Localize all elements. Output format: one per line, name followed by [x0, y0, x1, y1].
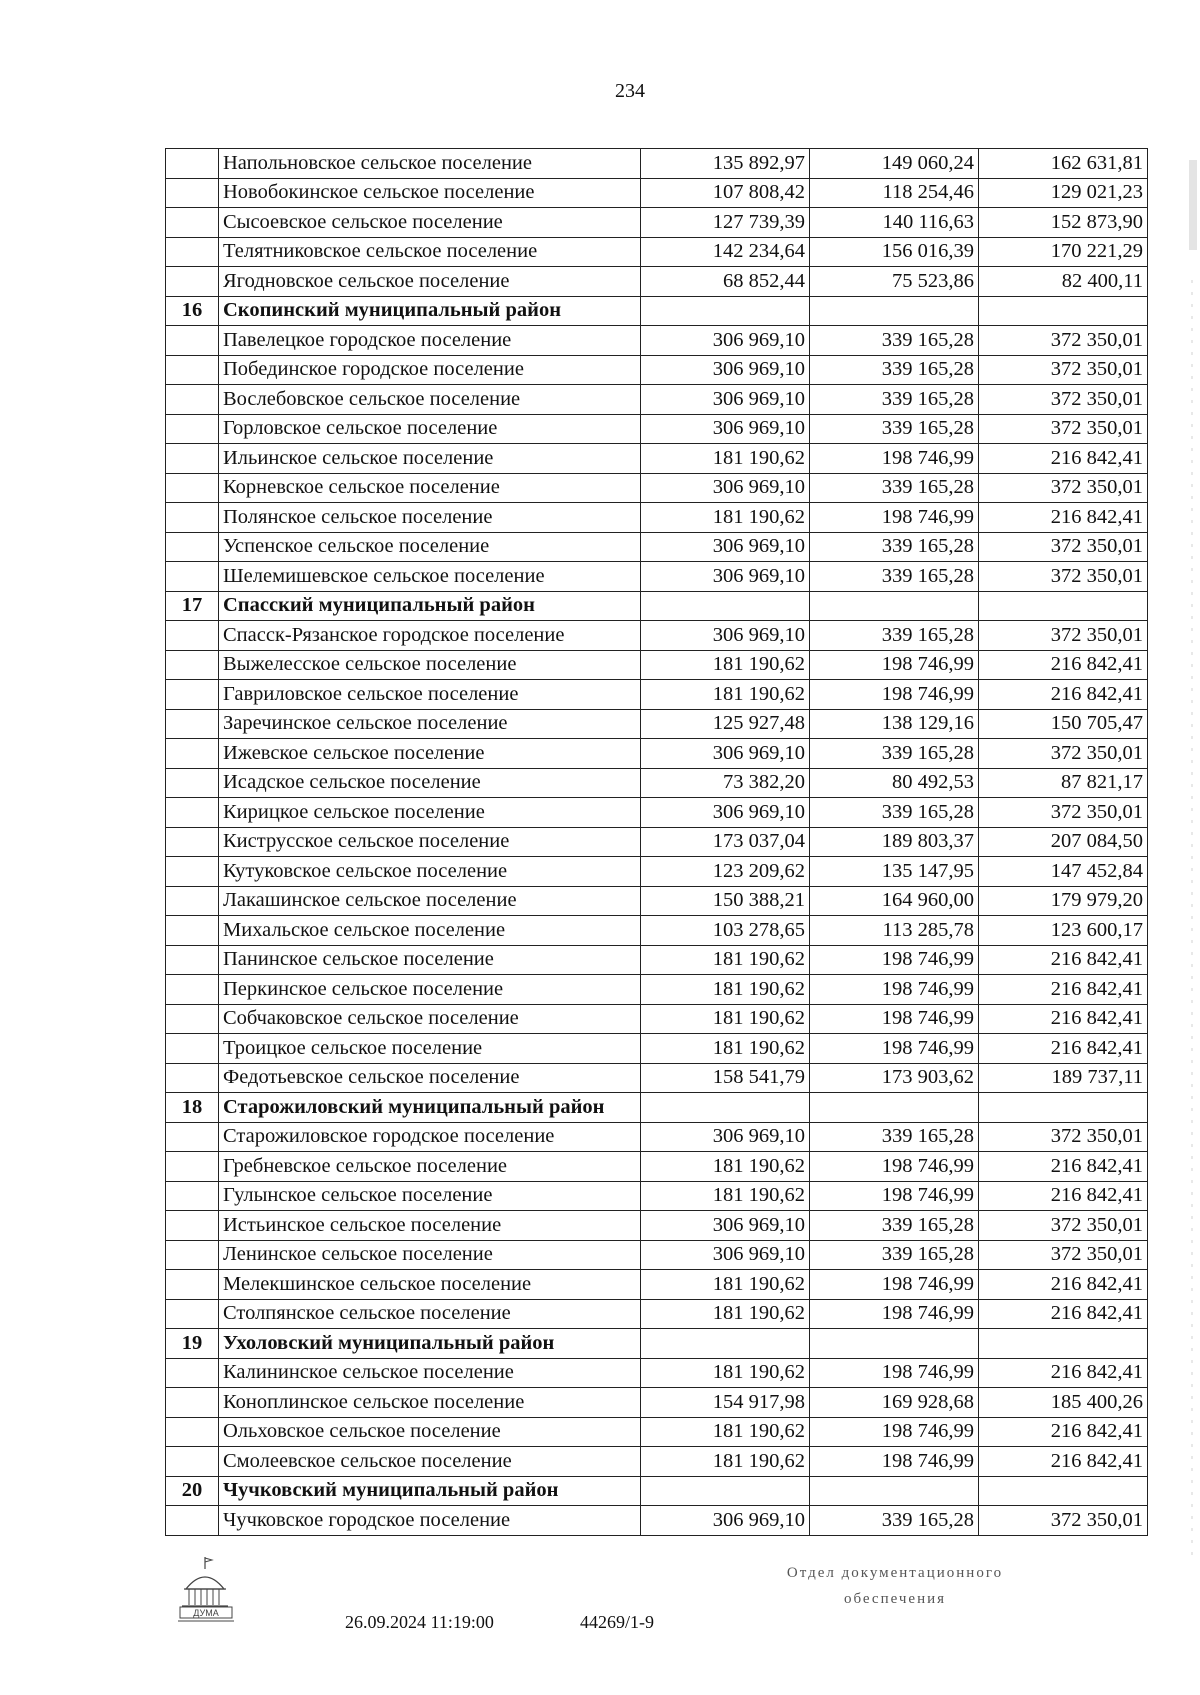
value-col-3: 216 842,41 — [979, 975, 1148, 1005]
table-row — [166, 267, 1148, 297]
settlement-name: Кутуковское сельское поселение — [219, 857, 641, 887]
table-row — [166, 1034, 1148, 1064]
row-number — [166, 1506, 219, 1536]
value-col-3: 216 842,41 — [979, 503, 1148, 533]
value-col-3: 372 350,01 — [979, 385, 1148, 415]
value-col-2: 339 165,28 — [810, 414, 979, 444]
settlement-name: Ильинское сельское поселение — [219, 444, 641, 474]
settlement-name: Михальское сельское поселение — [219, 916, 641, 946]
settlement-name: Старожиловский муниципальный район — [219, 1093, 641, 1123]
value-col-2: 339 165,28 — [810, 326, 979, 356]
value-col-2: 198 746,99 — [810, 975, 979, 1005]
value-col-1: 127 739,39 — [641, 208, 810, 238]
value-col-3 — [979, 1476, 1148, 1506]
row-number — [166, 739, 219, 769]
value-col-2: 198 746,99 — [810, 1034, 979, 1064]
page-number: 234 — [615, 80, 645, 102]
table-row — [166, 149, 1148, 179]
value-col-3: 82 400,11 — [979, 267, 1148, 297]
value-col-2: 118 254,46 — [810, 178, 979, 208]
value-col-3: 372 350,01 — [979, 621, 1148, 651]
table-row — [166, 473, 1148, 503]
settlement-name: Гавриловское сельское поселение — [219, 680, 641, 710]
settlement-name: Кирицкое сельское поселение — [219, 798, 641, 828]
value-col-3: 372 350,01 — [979, 1506, 1148, 1536]
value-col-3: 372 350,01 — [979, 1122, 1148, 1152]
value-col-1: 154 917,98 — [641, 1388, 810, 1418]
table-row — [166, 1240, 1148, 1270]
value-col-2: 80 492,53 — [810, 768, 979, 798]
value-col-2: 339 165,28 — [810, 562, 979, 592]
value-col-3: 216 842,41 — [979, 444, 1148, 474]
table-row — [166, 1152, 1148, 1182]
settlement-name: Перкинское сельское поселение — [219, 975, 641, 1005]
settlement-name: Мелекшинское сельское поселение — [219, 1270, 641, 1300]
table-row — [166, 326, 1148, 356]
row-number — [166, 503, 219, 533]
value-col-1: 158 541,79 — [641, 1063, 810, 1093]
value-col-1: 181 190,62 — [641, 1152, 810, 1182]
value-col-2: 113 285,78 — [810, 916, 979, 946]
table-row — [166, 562, 1148, 592]
value-col-2: 339 165,28 — [810, 1122, 979, 1152]
value-col-1: 306 969,10 — [641, 1506, 810, 1536]
row-number — [166, 1358, 219, 1388]
stamp-line-1: Отдел документационного — [786, 1565, 1004, 1581]
value-col-1: 181 190,62 — [641, 680, 810, 710]
value-col-2: 138 129,16 — [810, 709, 979, 739]
table-row — [166, 916, 1148, 946]
value-col-3: 185 400,26 — [979, 1388, 1148, 1418]
table-row — [166, 1211, 1148, 1241]
value-col-1: 306 969,10 — [641, 414, 810, 444]
value-col-1 — [641, 1329, 810, 1359]
settlement-name: Гулынское сельское поселение — [219, 1181, 641, 1211]
settlement-name: Телятниковское сельское поселение — [219, 237, 641, 267]
settlement-name: Ижевское сельское поселение — [219, 739, 641, 769]
value-col-3: 372 350,01 — [979, 473, 1148, 503]
value-col-2: 339 165,28 — [810, 532, 979, 562]
row-number — [166, 621, 219, 651]
value-col-1: 181 190,62 — [641, 1417, 810, 1447]
value-col-1: 306 969,10 — [641, 355, 810, 385]
value-col-1: 181 190,62 — [641, 1270, 810, 1300]
table-row — [166, 650, 1148, 680]
settlement-name: Столпянское сельское поселение — [219, 1299, 641, 1329]
table-row — [166, 1299, 1148, 1329]
value-col-1: 107 808,42 — [641, 178, 810, 208]
table-row — [166, 1270, 1148, 1300]
settlement-name: Спасский муниципальный район — [219, 591, 641, 621]
value-col-3: 147 452,84 — [979, 857, 1148, 887]
settlement-name: Полянское сельское поселение — [219, 503, 641, 533]
row-number — [166, 178, 219, 208]
row-number — [166, 886, 219, 916]
value-col-1: 181 190,62 — [641, 650, 810, 680]
value-col-3: 372 350,01 — [979, 355, 1148, 385]
table-row — [166, 739, 1148, 769]
value-col-2: 339 165,28 — [810, 355, 979, 385]
table-row — [166, 621, 1148, 651]
value-col-1: 306 969,10 — [641, 621, 810, 651]
value-col-1: 306 969,10 — [641, 798, 810, 828]
value-col-1: 181 190,62 — [641, 1299, 810, 1329]
budget-table — [165, 148, 1148, 1536]
value-col-1: 181 190,62 — [641, 975, 810, 1005]
value-col-1: 135 892,97 — [641, 149, 810, 179]
settlement-name: Шелемишевское сельское поселение — [219, 562, 641, 592]
value-col-3: 216 842,41 — [979, 1447, 1148, 1477]
value-col-3: 162 631,81 — [979, 149, 1148, 179]
row-number: 17 — [166, 591, 219, 621]
row-number: 19 — [166, 1329, 219, 1359]
row-number — [166, 414, 219, 444]
settlement-name: Скопинский муниципальный район — [219, 296, 641, 326]
settlement-name: Чучковское городское поселение — [219, 1506, 641, 1536]
table-body — [166, 149, 1148, 1536]
value-col-3: 216 842,41 — [979, 680, 1148, 710]
row-number — [166, 945, 219, 975]
duma-logo-icon — [172, 1555, 242, 1627]
value-col-3 — [979, 1329, 1148, 1359]
value-col-2: 198 746,99 — [810, 1152, 979, 1182]
settlement-name: Заречинское сельское поселение — [219, 709, 641, 739]
value-col-2: 149 060,24 — [810, 149, 979, 179]
row-number — [166, 1270, 219, 1300]
value-col-1: 142 234,64 — [641, 237, 810, 267]
row-number: 18 — [166, 1093, 219, 1123]
row-number — [166, 1447, 219, 1477]
district-row — [166, 591, 1148, 621]
row-number — [166, 1034, 219, 1064]
settlement-name: Успенское сельское поселение — [219, 532, 641, 562]
row-number — [166, 1240, 219, 1270]
settlement-name: Выжелесское сельское поселение — [219, 650, 641, 680]
value-col-3: 216 842,41 — [979, 1152, 1148, 1182]
settlement-name: Чучковский муниципальный район — [219, 1476, 641, 1506]
row-number — [166, 916, 219, 946]
value-col-3: 179 979,20 — [979, 886, 1148, 916]
value-col-2: 198 746,99 — [810, 1447, 979, 1477]
settlement-name: Федотьевское сельское поселение — [219, 1063, 641, 1093]
value-col-3: 372 350,01 — [979, 1211, 1148, 1241]
value-col-2: 198 746,99 — [810, 1270, 979, 1300]
row-number — [166, 532, 219, 562]
value-col-2 — [810, 1329, 979, 1359]
value-col-2: 339 165,28 — [810, 798, 979, 828]
value-col-1: 306 969,10 — [641, 326, 810, 356]
row-number — [166, 768, 219, 798]
value-col-3: 216 842,41 — [979, 1417, 1148, 1447]
value-col-3: 207 084,50 — [979, 827, 1148, 857]
value-col-2: 173 903,62 — [810, 1063, 979, 1093]
value-col-1 — [641, 1476, 810, 1506]
row-number — [166, 562, 219, 592]
scan-edge-marks — [1186, 160, 1200, 1560]
table-row — [166, 857, 1148, 887]
settlement-name: Смолеевское сельское поселение — [219, 1447, 641, 1477]
value-col-3: 372 350,01 — [979, 414, 1148, 444]
value-col-1: 306 969,10 — [641, 532, 810, 562]
footer-reg-number: 44269/1-9 — [580, 1612, 654, 1632]
value-col-1: 103 278,65 — [641, 916, 810, 946]
value-col-2: 339 165,28 — [810, 1506, 979, 1536]
table-row — [166, 444, 1148, 474]
value-col-3: 216 842,41 — [979, 650, 1148, 680]
value-col-3 — [979, 591, 1148, 621]
value-col-2 — [810, 296, 979, 326]
table-row — [166, 1447, 1148, 1477]
value-col-1: 181 190,62 — [641, 1034, 810, 1064]
row-number — [166, 1417, 219, 1447]
table-row — [166, 827, 1148, 857]
row-number — [166, 444, 219, 474]
table-row — [166, 945, 1148, 975]
settlement-name: Старожиловское городское поселение — [219, 1122, 641, 1152]
table-row — [166, 1358, 1148, 1388]
value-col-2: 198 746,99 — [810, 1417, 979, 1447]
row-number — [166, 1004, 219, 1034]
stamp-line-2: обеспечения — [843, 1591, 947, 1607]
settlement-name: Побединское городское поселение — [219, 355, 641, 385]
settlement-name: Ухоловский муниципальный район — [219, 1329, 641, 1359]
value-col-2: 198 746,99 — [810, 1299, 979, 1329]
value-col-2: 164 960,00 — [810, 886, 979, 916]
value-col-1: 73 382,20 — [641, 768, 810, 798]
value-col-3: 372 350,01 — [979, 532, 1148, 562]
row-number: 16 — [166, 296, 219, 326]
value-col-2: 198 746,99 — [810, 1358, 979, 1388]
row-number — [166, 1388, 219, 1418]
value-col-2 — [810, 1093, 979, 1123]
row-number — [166, 237, 219, 267]
settlement-name: Лакашинское сельское поселение — [219, 886, 641, 916]
value-col-1: 306 969,10 — [641, 739, 810, 769]
value-col-3: 372 350,01 — [979, 798, 1148, 828]
settlement-name: Корневское сельское поселение — [219, 473, 641, 503]
table-row — [166, 709, 1148, 739]
value-col-3 — [979, 296, 1148, 326]
table-row — [166, 1388, 1148, 1418]
table-row — [166, 178, 1148, 208]
value-col-2: 169 928,68 — [810, 1388, 979, 1418]
value-col-2: 198 746,99 — [810, 680, 979, 710]
value-col-3 — [979, 1093, 1148, 1123]
value-col-3: 372 350,01 — [979, 739, 1148, 769]
value-col-2: 135 147,95 — [810, 857, 979, 887]
settlement-name: Ленинское сельское поселение — [219, 1240, 641, 1270]
value-col-2 — [810, 1476, 979, 1506]
value-col-3: 170 221,29 — [979, 237, 1148, 267]
row-number — [166, 975, 219, 1005]
table-row — [166, 503, 1148, 533]
value-col-3: 216 842,41 — [979, 1034, 1148, 1064]
table-row — [166, 1506, 1148, 1536]
table-row — [166, 532, 1148, 562]
value-col-1: 181 190,62 — [641, 1181, 810, 1211]
settlement-name: Напольновское сельское поселение — [219, 149, 641, 179]
footer-datetime: 26.09.2024 11:19:00 — [345, 1612, 494, 1632]
value-col-2: 189 803,37 — [810, 827, 979, 857]
table-row — [166, 385, 1148, 415]
table-row — [166, 1181, 1148, 1211]
value-col-1 — [641, 591, 810, 621]
value-col-2: 339 165,28 — [810, 621, 979, 651]
value-col-2: 198 746,99 — [810, 650, 979, 680]
settlement-name: Киструсское сельское поселение — [219, 827, 641, 857]
value-col-3: 152 873,90 — [979, 208, 1148, 238]
district-row — [166, 1476, 1148, 1506]
row-number — [166, 473, 219, 503]
settlement-name: Калининское сельское поселение — [219, 1358, 641, 1388]
settlement-name: Новобокинское сельское поселение — [219, 178, 641, 208]
value-col-2: 140 116,63 — [810, 208, 979, 238]
row-number — [166, 1181, 219, 1211]
value-col-1: 306 969,10 — [641, 1211, 810, 1241]
table-row — [166, 798, 1148, 828]
table-row — [166, 1417, 1148, 1447]
value-col-2: 198 746,99 — [810, 503, 979, 533]
row-number — [166, 1063, 219, 1093]
row-number — [166, 798, 219, 828]
settlement-name: Ольховское сельское поселение — [219, 1417, 641, 1447]
value-col-1: 181 190,62 — [641, 444, 810, 474]
table-row — [166, 208, 1148, 238]
table-row — [166, 768, 1148, 798]
value-col-1: 306 969,10 — [641, 1240, 810, 1270]
row-number — [166, 267, 219, 297]
settlement-name: Коноплинское сельское поселение — [219, 1388, 641, 1418]
value-col-3: 123 600,17 — [979, 916, 1148, 946]
value-col-2: 339 165,28 — [810, 473, 979, 503]
value-col-1: 125 927,48 — [641, 709, 810, 739]
row-number — [166, 326, 219, 356]
value-col-1: 68 852,44 — [641, 267, 810, 297]
value-col-3: 216 842,41 — [979, 1270, 1148, 1300]
row-number — [166, 1299, 219, 1329]
district-row — [166, 296, 1148, 326]
settlement-name: Сысоевское сельское поселение — [219, 208, 641, 238]
value-col-2: 339 165,28 — [810, 739, 979, 769]
district-row — [166, 1329, 1148, 1359]
settlement-name: Ягодновское сельское поселение — [219, 267, 641, 297]
department-stamp — [745, 1560, 1045, 1612]
table-row — [166, 237, 1148, 267]
table-row — [166, 355, 1148, 385]
value-col-2: 339 165,28 — [810, 1211, 979, 1241]
svg-text:ДУМА: ДУМА — [193, 1608, 219, 1618]
value-col-2: 156 016,39 — [810, 237, 979, 267]
value-col-2: 198 746,99 — [810, 444, 979, 474]
value-col-1: 123 209,62 — [641, 857, 810, 887]
table-row — [166, 414, 1148, 444]
settlement-name: Павелецкое городское поселение — [219, 326, 641, 356]
table-row — [166, 886, 1148, 916]
row-number — [166, 1122, 219, 1152]
row-number — [166, 680, 219, 710]
value-col-2: 339 165,28 — [810, 385, 979, 415]
value-col-3: 129 021,23 — [979, 178, 1148, 208]
settlement-name: Собчаковское сельское поселение — [219, 1004, 641, 1034]
value-col-3: 216 842,41 — [979, 1004, 1148, 1034]
value-col-2: 339 165,28 — [810, 1240, 979, 1270]
value-col-3: 216 842,41 — [979, 1181, 1148, 1211]
settlement-name: Вослебовское сельское поселение — [219, 385, 641, 415]
value-col-2: 75 523,86 — [810, 267, 979, 297]
table-row — [166, 1004, 1148, 1034]
settlement-name: Гребневское сельское поселение — [219, 1152, 641, 1182]
row-number — [166, 650, 219, 680]
row-number — [166, 1152, 219, 1182]
value-col-1: 173 037,04 — [641, 827, 810, 857]
value-col-1: 181 190,62 — [641, 1358, 810, 1388]
value-col-3: 216 842,41 — [979, 1358, 1148, 1388]
value-col-1: 306 969,10 — [641, 562, 810, 592]
table-row — [166, 1122, 1148, 1152]
value-col-3: 87 821,17 — [979, 768, 1148, 798]
value-col-1: 306 969,10 — [641, 1122, 810, 1152]
table-row — [166, 975, 1148, 1005]
row-number — [166, 1211, 219, 1241]
value-col-3: 372 350,01 — [979, 562, 1148, 592]
row-number — [166, 355, 219, 385]
table-row — [166, 680, 1148, 710]
value-col-3: 189 737,11 — [979, 1063, 1148, 1093]
value-col-3: 372 350,01 — [979, 1240, 1148, 1270]
settlement-name: Панинское сельское поселение — [219, 945, 641, 975]
value-col-1: 306 969,10 — [641, 385, 810, 415]
district-row — [166, 1093, 1148, 1123]
value-col-1: 181 190,62 — [641, 1447, 810, 1477]
row-number — [166, 149, 219, 179]
row-number — [166, 857, 219, 887]
value-col-3: 216 842,41 — [979, 1299, 1148, 1329]
settlement-name: Истьинское сельское поселение — [219, 1211, 641, 1241]
settlement-name: Троицкое сельское поселение — [219, 1034, 641, 1064]
value-col-3: 150 705,47 — [979, 709, 1148, 739]
settlement-name: Исадское сельское поселение — [219, 768, 641, 798]
value-col-1 — [641, 296, 810, 326]
row-number: 20 — [166, 1476, 219, 1506]
value-col-2 — [810, 591, 979, 621]
value-col-3: 372 350,01 — [979, 326, 1148, 356]
value-col-1: 181 190,62 — [641, 503, 810, 533]
value-col-2: 198 746,99 — [810, 1181, 979, 1211]
value-col-3: 216 842,41 — [979, 945, 1148, 975]
value-col-2: 198 746,99 — [810, 1004, 979, 1034]
value-col-2: 198 746,99 — [810, 945, 979, 975]
value-col-1: 306 969,10 — [641, 473, 810, 503]
settlement-name: Спасск-Рязанское городское поселение — [219, 621, 641, 651]
table-row — [166, 1063, 1148, 1093]
value-col-1: 181 190,62 — [641, 945, 810, 975]
value-col-1: 150 388,21 — [641, 886, 810, 916]
settlement-name: Горловское сельское поселение — [219, 414, 641, 444]
value-col-1 — [641, 1093, 810, 1123]
row-number — [166, 709, 219, 739]
value-col-1: 181 190,62 — [641, 1004, 810, 1034]
row-number — [166, 208, 219, 238]
row-number — [166, 385, 219, 415]
row-number — [166, 827, 219, 857]
